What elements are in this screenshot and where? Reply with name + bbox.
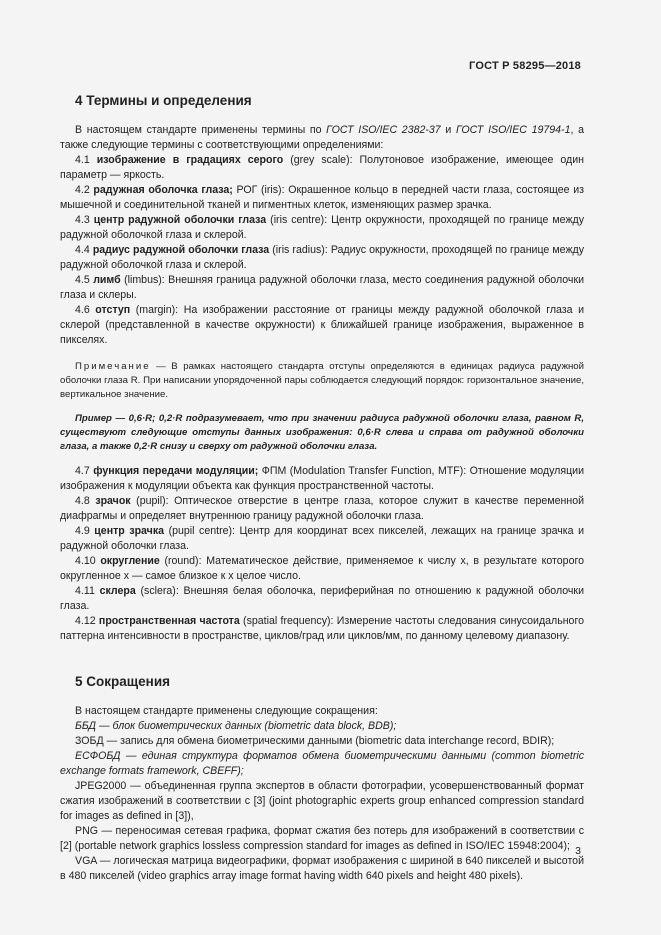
term-name: центр радужной оболочки глаза [93,214,267,226]
term-number: 4.5 [75,274,94,286]
abbreviations-list [60,719,584,884]
term-definition: (pupil centre): Центр для координат всех пикселей, лежащих на границе зрачка и радужной оболочки глаза. [60,525,585,552]
term-entry [60,183,584,213]
section-4-intro [60,123,584,153]
term-definition: (spatial frequency): Измерение частоты следования синусоидального паттерна интенсивности в пространстве, циклов/град или циклов/мм, по данному целевому диапазону. [60,615,584,642]
term-name: склера [99,585,136,597]
section-5-intro: В настоящем стандарте применены следующие сокращения: [75,705,378,717]
abbreviation-entry: JPEG2000 — объединенная группа экспертов в области фотографии, усовершенствованный формат сжатия изображений в соответствии с [3] (joint photographic experts group enhanced compression standard for images as defined in [3]), [60,780,584,822]
term-definition: (margin): На изображении расстояние от границы между радужной оболочкой глаза и склерой (представленной в качестве окружности) к ближайшей границе изображения, выраженное в пикселях. [60,304,585,346]
term-entry [60,524,584,554]
intro-text: и [440,124,456,136]
abbreviation-entry: ББД — блок биометрических данных (biometric data block, BDB); [75,720,397,732]
term-definition: (grey scale): Полутоновое изображение, имеющее один параметр — яркость. [60,154,584,181]
term-definition: (iris radius): Радиус окружности, проходящей по границе между радужной оболочкой глаза и склерой. [60,244,585,271]
abbreviation-entry: PNG — переносимая сетевая графика, формат сжатия без потерь для изображений в соответствии с [2] (portable network graphics lossless compression standard for images as defined in ISO/IEC 15948:2004); [60,825,584,852]
note-text: — В рамках настоящего стандарта отступы определяются в единицах радиуса радужной оболочки глаза R. При написании упорядоченной пары соблюдается следующий порядок: горизонтальное значение, вертикальное значение. [60,361,584,400]
intro-ref-1: ГОСТ ISO/IEC 2382-37 [326,124,441,136]
term-definition: (sclera): Внешняя белая оболочка, периферийная по отношению к радужной оболочки глаза. [60,585,584,612]
term-number: 4.11 [75,585,100,597]
term-number: 4.2 [75,184,94,196]
section-gap [60,644,584,674]
term-name: пространственная частота [98,615,240,627]
term-name: функция передачи модуляции; [93,465,259,477]
abbreviation-entry: ЕСФОБД — единая структура форматов обмена биометрическими данными (common biometric exchange formats framework, CBEFF); [60,750,584,777]
term-entry [60,554,584,584]
document-code: ГОСТ Р 58295—2018 [469,60,581,72]
terms-list-1 [60,153,584,348]
abbreviation-entry: ЗОБД — запись для обмена биометрическими данными (biometric data interchange record, BDIR); [75,735,555,747]
term-number: 4.7 [75,465,94,477]
section-5-title: 5 Сокращения [75,674,170,689]
term-name: радиус радужной оболочки глаза [92,244,270,256]
term-name: округление [100,555,160,567]
term-entry [60,464,584,494]
term-entry [60,213,584,243]
term-entry [60,614,584,644]
term-number: 4.6 [75,304,96,316]
intro-text: , а также следующие термины с соответствующими определениями: [60,124,584,151]
term-number: 4.3 [75,214,94,226]
term-definition: РОГ (iris): Окрашенное кольцо в передней части глаза, состоящее из мышечной и соединительной тканей и пигментных клеток, изменяющих размер зрачка. [60,184,585,211]
abbreviation-entry: VGA — логическая матрица видеографики, формат изображения с шириной в 640 пикселей и высотой в 480 пикселей (video graphics array image format having width 640 pixels and height 480 pixels). [60,855,584,882]
term-definition: (pupil): Оптическое отверстие в центре глаза, которое служит в качестве переменной диафрагмы и определяет внутреннюю границу радужной оболочки глаза. [60,495,585,522]
term-number: 4.12 [75,615,99,627]
intro-text: В настоящем стандарте применены термины по [75,124,327,136]
term-name: отступ [95,304,131,316]
page-number: 3 [575,845,581,857]
term-entry [60,494,584,524]
term-entry [60,584,584,614]
term-name: изображение в градациях серого [96,154,284,166]
term-entry [60,303,584,348]
example: Пример — 0,6·R; 0,2·R подразумевает, что при значении радиуса радужной оболочки глаза, равном R, существуют следующие отступы данных изображения: 0,6·R слева и справа от радужной оболочки глаза, а также 0,2·R снизу и сверху от радужной оболочки глаза. [60,413,584,452]
terms-list-2 [60,464,584,644]
note-label: Примечание [75,361,151,372]
term-number: 4.9 [75,525,95,537]
term-number: 4.8 [75,495,96,507]
term-entry [60,273,584,303]
term-number: 4.10 [75,555,101,567]
term-definition: (round): Математическое действие, применяемое к числу x, в результате которого округленное x — самое близкое к x целое число. [60,555,584,582]
term-entry [60,243,584,273]
note [60,360,584,402]
term-number: 4.4 [75,244,93,256]
term-entry [60,153,584,183]
term-number: 4.1 [75,154,97,166]
term-name: радужная оболочка глаза; [93,184,233,196]
term-name: зрачок [95,495,131,507]
term-name: лимб [93,274,121,286]
page-content [60,93,584,884]
term-definition: (limbus): Внешняя граница радужной оболочки глаза, место соединения радужной оболочки глаза и склеры. [60,274,585,301]
term-definition: ФПМ (Modulation Transfer Function, MTF): Отношение модуляции изображения к модуляции объекта как функция пространственной частоты. [60,465,584,492]
term-definition: (iris centre): Центр окружности, проходящей по границе между радужной оболочкой глаза и склерой. [60,214,585,241]
intro-ref-2: ГОСТ ISO/IEC 19794-1 [455,124,571,136]
term-name: центр зрачка [94,525,165,537]
section-4-title: 4 Термины и определения [75,93,252,108]
